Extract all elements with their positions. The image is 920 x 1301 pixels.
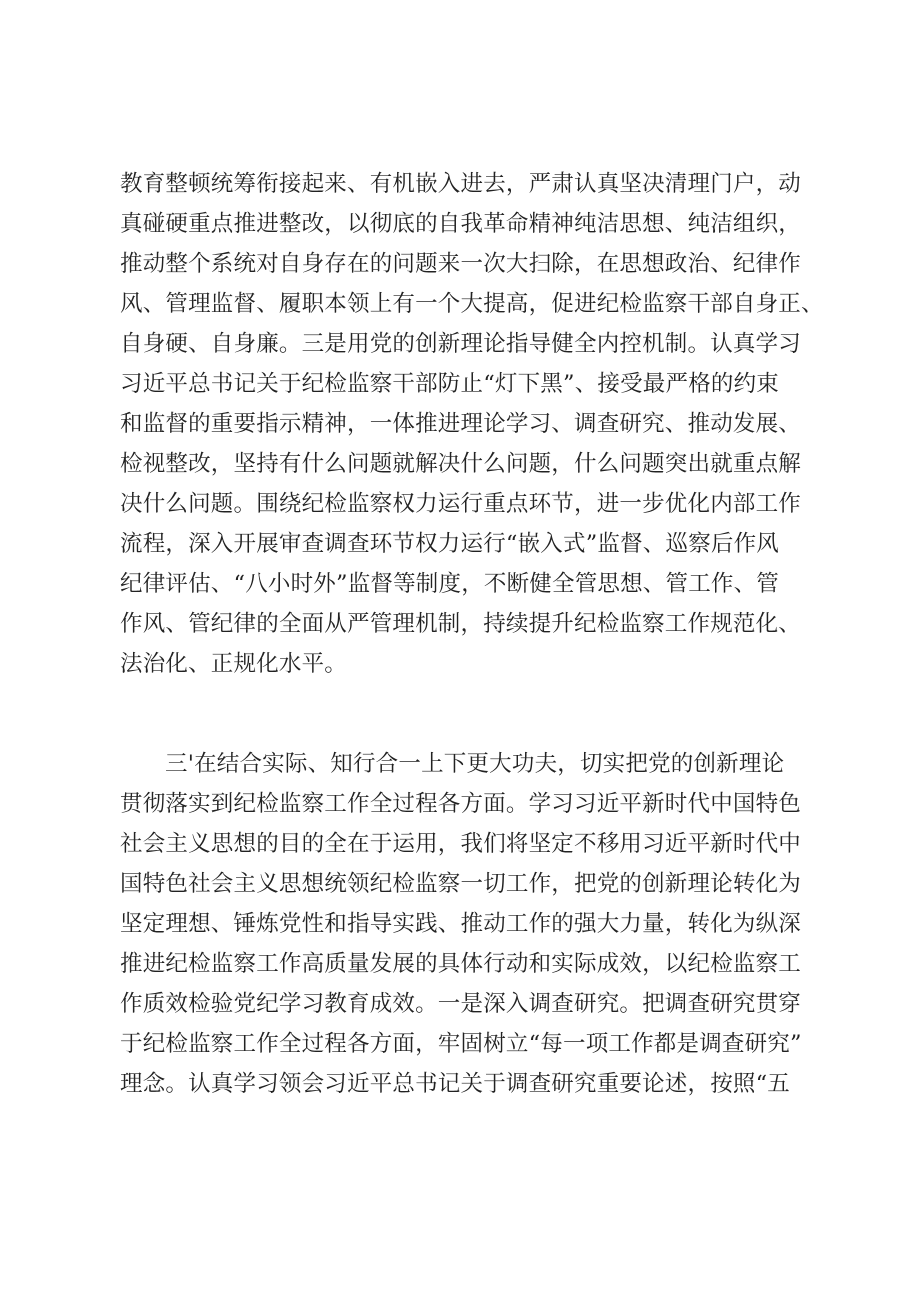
- text-line: 国特色社会主义思想统领纪检监察一切工作，把党的创新理论转化为: [120, 871, 802, 897]
- text-line: 流程，深入开展审查调查环节权力运行“嵌入式”监督、巡察后作风: [120, 531, 780, 557]
- text-line: 教育整顿统筹衔接起来、有机嵌入进去，严肃认真坚决清理门户，动: [120, 171, 802, 197]
- paragraph-section-three: [120, 744, 820, 1104]
- text-line: 习近平总书记关于纪检监察干部防止“灯下黑”、接受最严格的约束: [120, 371, 780, 397]
- text-line: 自身硬、自身廉。三是用党的创新理论指导健全内控机制。认真学习: [120, 331, 802, 357]
- text-line-first: 三'在结合实际、知行合一上下更大功夫，切实把党的创新理论: [165, 751, 785, 777]
- text-line: 真碰硬重点推进整改，以彻底的自我革命精神纯洁思想、纯洁组织，: [120, 211, 802, 237]
- text-line: 决什么问题。围绕纪检监察权力运行重点环节，进一步优化内部工作: [120, 491, 802, 517]
- paragraph-continued: [120, 164, 824, 684]
- text-line: 作质效检验党纪学习教育成效。一是深入调查研究。把调查研究贯穿: [120, 991, 802, 1017]
- text-line: 推进纪检监察工作高质量发展的具体行动和实际成效，以纪检监察工: [120, 951, 802, 977]
- text-line: 推动整个系统对自身存在的问题来一次大扫除，在思想政治、纪律作: [120, 251, 802, 277]
- text-line: 贯彻落实到纪检监察工作全过程各方面。学习习近平新时代中国特色: [120, 791, 802, 817]
- text-line: 社会主义思想的目的全在于运用，我们将坚定不移用习近平新时代中: [120, 831, 802, 857]
- text-line: 理念。认真学习领会习近平总书记关于调查研究重要论述，按照“五: [120, 1071, 791, 1097]
- text-line: 作风、管纪律的全面从严管理机制，持续提升纪检监察工作规范化、: [120, 611, 802, 637]
- text-line: 检视整改，坚持有什么问题就解决什么问题，什么问题突出就重点解: [120, 451, 802, 477]
- text-line: 坚定理想、锤炼党性和指导实践、推动工作的强大力量，转化为纵深: [120, 911, 802, 937]
- text-line: 风、管理监督、履职本领上有一个大提高，促进纪检监察干部自身正、: [120, 291, 824, 317]
- text-line: 于纪检监察工作全过程各方面，牢固树立“每一项工作都是调查研究”: [120, 1031, 802, 1057]
- text-line: 纪律评估、“八小时外”监督等制度，不断健全管思想、管工作、管: [120, 571, 780, 597]
- text-line: 和监督的重要指示精神，一体推进理论学习、调查研究、推动发展、: [120, 411, 802, 437]
- text-line: 法治化、正规化水平。: [120, 651, 348, 677]
